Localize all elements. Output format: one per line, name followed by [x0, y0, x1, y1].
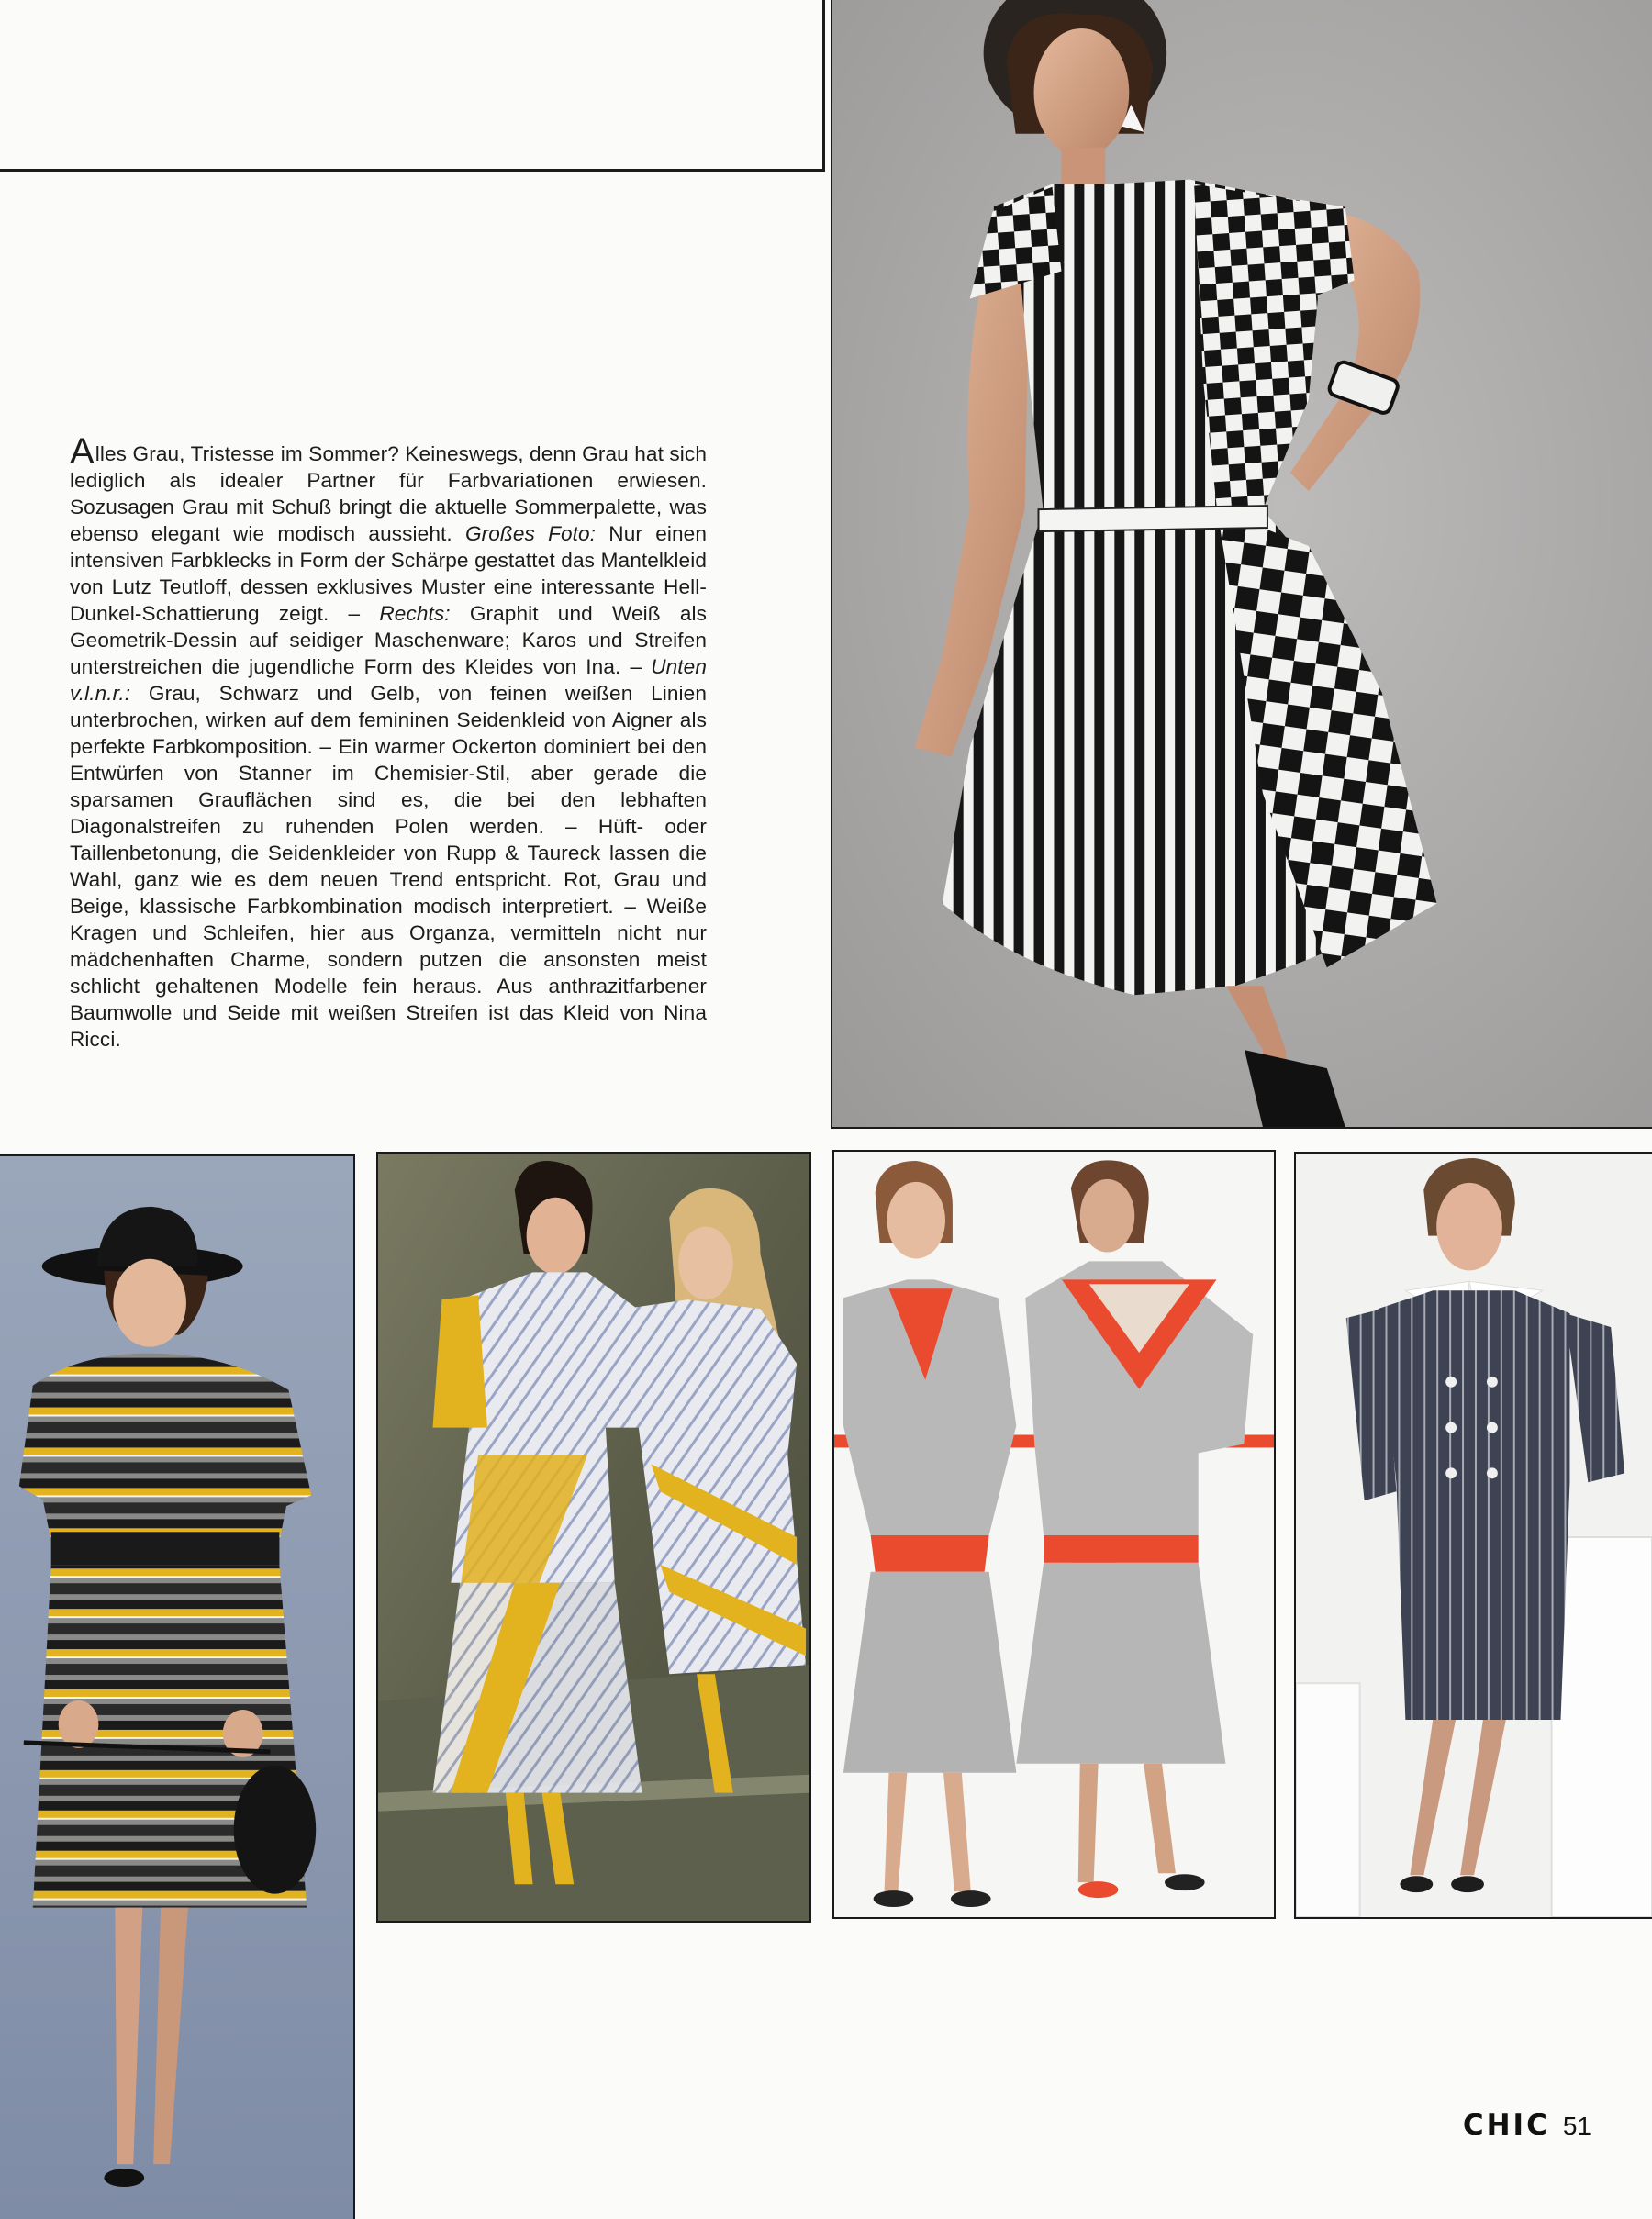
magazine-brand: CHIC	[1462, 2109, 1550, 2142]
photo-coral-grey-dresses	[832, 1150, 1276, 1919]
photo-striped-dress-black-hat	[0, 1154, 355, 2219]
article-seg-2: Großes Foto:	[464, 522, 597, 545]
page-footer	[1463, 2109, 1591, 2142]
article-seg-3: Nur einen intensiven Farbklecks in Form der Schärpe gestattet das Mantelkleid von Lutz Teutloff, dessen exklusives Muster eine interessante Hell-Dunkel-Schattierung zeigt. –	[70, 522, 707, 625]
article-seg-1: lles Grau, Tristesse im Sommer? Keineswegs, denn Grau hat sich lediglich als idealer Partner für Farbvariationen erwiesen. Sozusagen Grau mit Schuß bringt die aktuelle Sommerpalette, was ebenso elegant wie modisch aussieht.	[70, 442, 707, 545]
article-seg-7: Grau, Schwarz und Gelb, von feinen weißen Linien unterbrochen, wirken auf dem femininen Seidenkleid von Aigner als perfekte Farbkomposition. – Ein warmer Ockerton dominiert bei den Entwürfen von Stanner im Chemisier-Stil, aber gerade die sparsamen Grauflächen sind es, die bei den lebhaften Diagonalstreifen zu ruhenden Polen werden. – Hüft- oder Taillenbetonung, die Seidenkleider von Rupp & Taureck lassen die Wahl, ganz wie es dem neuen Trend entspricht. Rot, Grau und Beige, klassische Farbkombination modisch interpretiert. – Weiße Kragen und Schleifen, hier aus Organza, vermitteln nicht nur mädchenhaften Charme, sondern putzen die ansonsten meist schlicht gehaltenen Modelle fein heraus. Aus anthrazitfarbener Baumwolle und Seide mit weißen Streifen ist das Kleid von Nina Ricci.	[70, 682, 707, 1051]
photo-pinstripe-coat-dress	[1294, 1152, 1652, 1919]
top-left-rule	[0, 169, 824, 172]
photo-ochre-diagonal-dresses	[376, 1152, 811, 1923]
article-seg-6: Unten v.l.n.r.:	[70, 655, 707, 705]
left-column-divider	[822, 0, 825, 172]
hero-photo-checkerboard-dress	[831, 0, 1652, 1129]
article-body	[70, 431, 707, 1053]
page-number: 51	[1562, 2112, 1591, 2140]
article-seg-4: Rechts:	[379, 602, 451, 625]
article-seg-5: Graphit und Weiß als Geometrik-Dessin auf seidiger Maschenware; Karos und Streifen unterstreichen die jugendliche Form des Kleides von Ina. –	[70, 602, 707, 678]
dropcap-letter: A	[70, 431, 95, 472]
